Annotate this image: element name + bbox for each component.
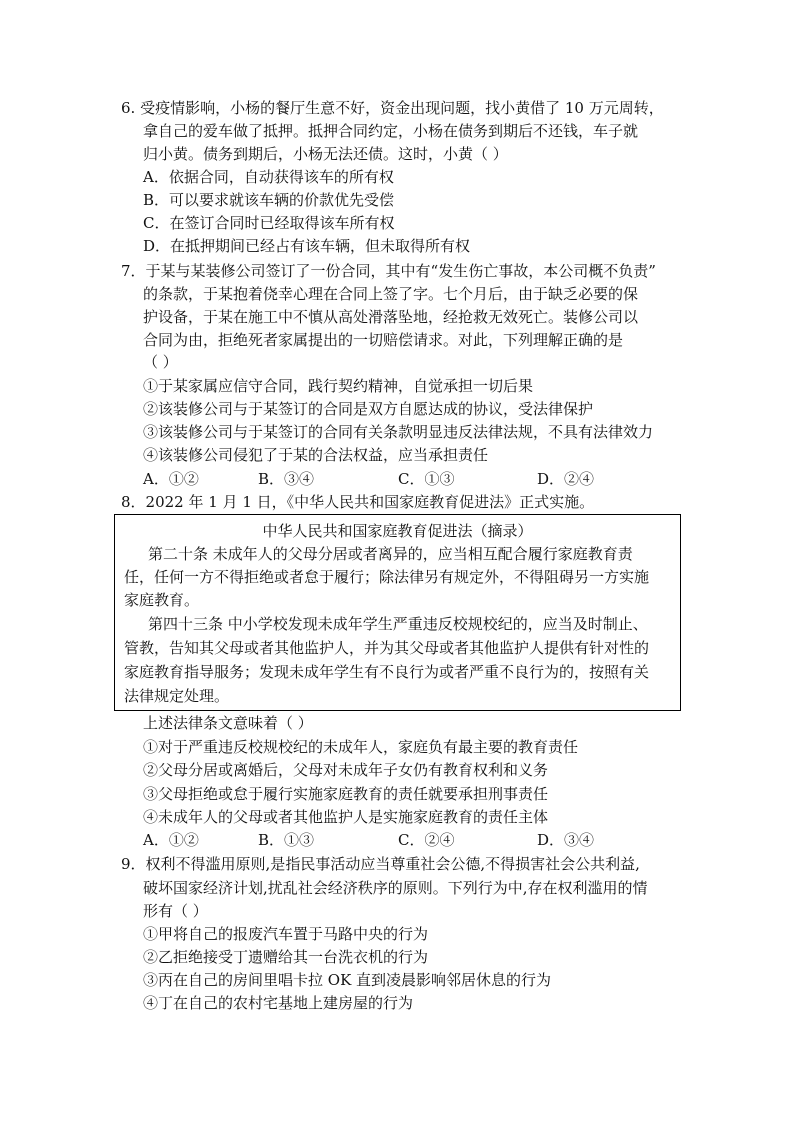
q8-choice-d: D．③④ — [537, 831, 595, 849]
law-excerpt-line-2: 任，任何一方不得拒绝或者怠于履行；除法律另有规定外，不得阻碍另一方实施 — [124, 568, 650, 586]
law-excerpt-line-1: 第二十条 未成年人的父母分居或者离异的，应当相互配合履行家庭教育责 — [148, 545, 633, 563]
q6-option-b: B．可以要求就该车辆的价款优先受偿 — [143, 191, 395, 209]
q6-option-a: A．依据合同，自动获得该车的所有权 — [143, 168, 394, 186]
q8-statement-1: ①对于严重违反校规校纪的未成年人，家庭负有最主要的教育责任 — [143, 738, 579, 756]
q7-stem-line-5: （ ） — [143, 353, 178, 371]
q7-stem-line-4: 合同为由，拒绝死者家属提出的一切赔偿请求。对此，下列理解正确的是 — [143, 331, 624, 349]
law-excerpt-line-6: 家庭教育指导服务；发现未成年学生有不良行为或者严重不良行为的，按照有关 — [124, 663, 650, 681]
q8-choice-a: A．①② — [143, 831, 199, 849]
law-excerpt-title: 中华人民共和国家庭教育促进法（摘录） — [262, 522, 533, 540]
q7-choice-d: D．②④ — [537, 470, 595, 488]
law-excerpt-line-3: 家庭教育。 — [124, 591, 200, 609]
q7-statement-2: ②该装修公司与于某签订的合同是双方自愿达成的协议，受法律保护 — [143, 400, 594, 418]
q8-stem: 8．2022 年 1 月 1 日，《中华人民共和国家庭教育促进法》正式实施。 — [121, 493, 595, 511]
q9-stem-line-1: 9．权利不得滥用原则,是指民事活动应当尊重社会公德,不得损害社会公共利益, — [121, 855, 640, 873]
q6-stem-line-2: 拿自己的爱车做了抵押。抵押合同约定，小杨在债务到期后不还钱，车子就 — [143, 122, 639, 140]
q8-question: 上述法律条文意味着（ ） — [143, 714, 313, 732]
q9-statement-2: ②乙拒绝接受丁遗赠给其一台洗衣机的行为 — [143, 948, 429, 966]
q9-statement-4: ④丁在自己的农村宅基地上建房屋的行为 — [143, 994, 414, 1012]
q8-statement-4: ④未成年人的父母或者其他监护人是实施家庭教育的责任主体 — [143, 808, 549, 826]
q7-statement-3: ③该装修公司与于某签订的合同有关条款明显违反法律法规，不具有法律效力 — [143, 423, 654, 441]
q9-stem-line-2: 破坏国家经济计划,扰乱社会经济秩序的原则。下列行为中,存在权利滥用的情 — [143, 879, 648, 897]
q7-choice-b: B．③④ — [258, 470, 315, 488]
q9-statement-3: ③丙在自己的房间里唱卡拉 OK 直到凌晨影响邻居休息的行为 — [143, 971, 552, 989]
q6-option-c: C．在签订合同时已经取得该车所有权 — [143, 214, 395, 232]
q6-option-d: D．在抵押期间已经占有该车辆，但未取得所有权 — [143, 237, 471, 255]
law-excerpt-line-4: 第四十三条 中小学校发现未成年学生严重违反校规校纪的，应当及时制止、 — [148, 615, 648, 633]
law-excerpt-box — [114, 514, 681, 711]
q7-stem-line-3: 护设备，于某在施工中不慎从高处滑落坠地，经抢救无效死亡。装修公司以 — [143, 308, 639, 326]
q6-stem-line-3: 归小黄。债务到期后，小杨无法还债。这时，小黄（ ） — [143, 145, 508, 163]
q7-choice-a: A．①② — [143, 470, 199, 488]
q9-statement-1: ①甲将自己的报废汽车置于马路中央的行为 — [143, 925, 429, 943]
q6-stem-line-1: 6. 受疫情影响，小杨的餐厅生意不好，资金出现问题，找小黄借了 10 万元周转， — [121, 99, 664, 117]
q7-statement-1: ①于某家属应信守合同，践行契约精神，自觉承担一切后果 — [143, 377, 534, 395]
law-excerpt-line-5: 管教，告知其父母或者其他监护人，并为其父母或者其他监护人提供有针对性的 — [124, 639, 650, 657]
q7-stem-line-1: 7．于某与某装修公司签订了一份合同，其中有“发生伤亡事故，本公司概不负责” — [121, 262, 656, 280]
q7-stem-line-2: 的条款，于某抱着侥幸心理在合同上签了字。七个月后，由于缺乏必要的保 — [143, 285, 639, 303]
law-excerpt-line-7: 法律规定处理。 — [124, 687, 230, 705]
q8-statement-3: ③父母拒绝或怠于履行实施家庭教育的责任就要承担刑事责任 — [143, 785, 549, 803]
q8-statement-2: ②父母分居或离婚后，父母对未成年子女仍有教育权利和义务 — [143, 761, 549, 779]
q8-choice-c: C．②④ — [398, 831, 455, 849]
q8-choice-b: B．①③ — [258, 831, 315, 849]
q7-choice-c: C．①③ — [398, 470, 455, 488]
q9-stem-line-3: 形有（ ） — [143, 902, 208, 920]
q7-statement-4: ④该装修公司侵犯了于某的合法权益，应当承担责任 — [143, 446, 489, 464]
